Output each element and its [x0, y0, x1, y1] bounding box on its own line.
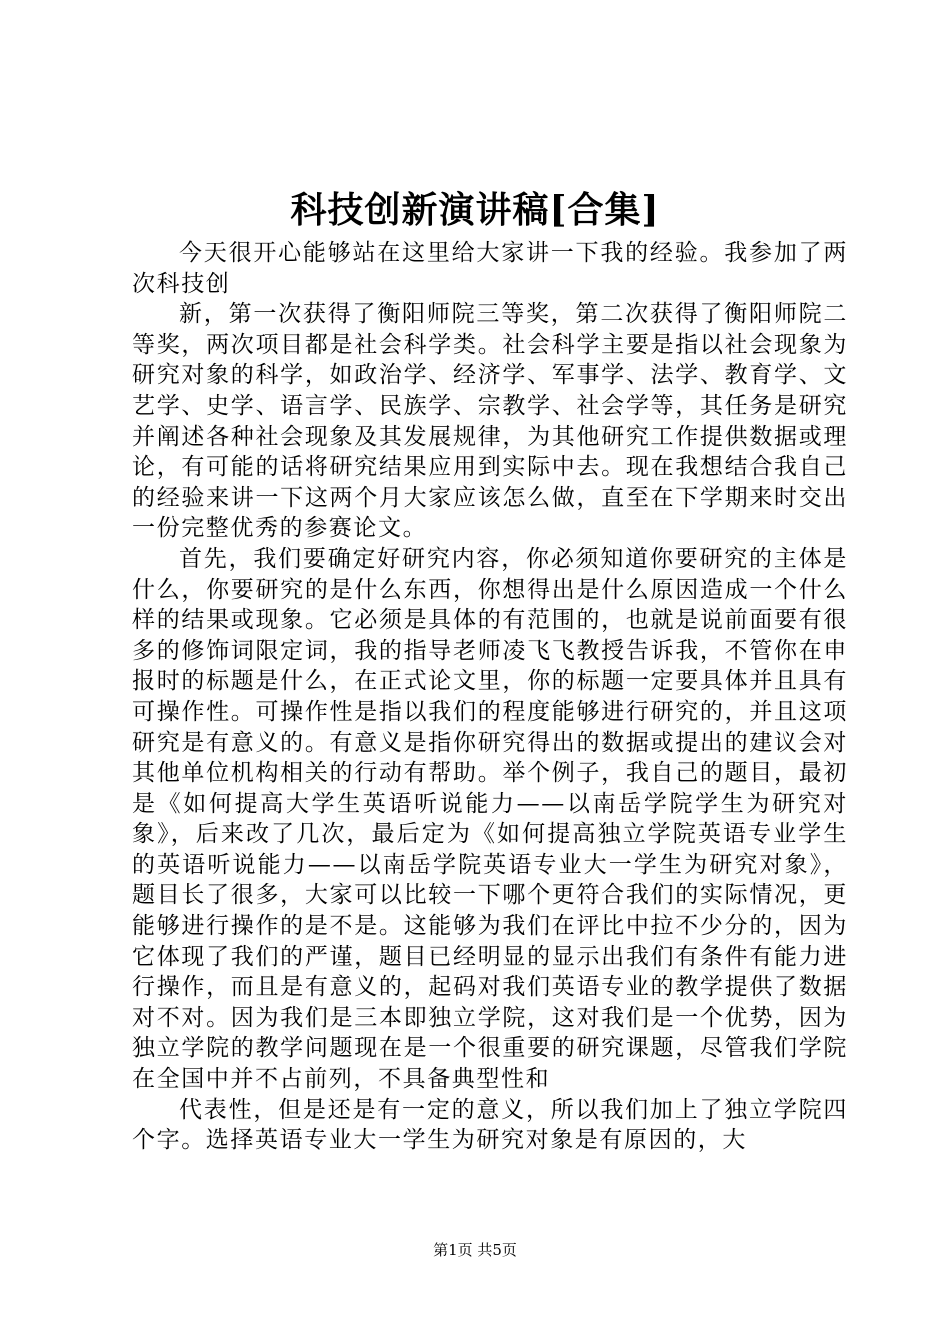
page-footer: 第1页 共5页 — [433, 1241, 517, 1259]
paragraph-2: 新，第一次获得了衡阳师院三等奖，第二次获得了衡阳师院二等奖，两次项目都是社会科学类。社会科学主要是指以社会现象为研究对象的科学，如政治学、经济学、军事学、法学、教育学、文艺学、史学、语言学、民族学、宗教学、社会学等，其任务是研究并阐述各种社会现象及其发展规律，为其他研究工作提供数据或理论，有可能的话将研究结果应用到实际中去。现在我想结合我自己的经验来讲一下这两个月大家应该怎么做，直至在下学期来时交出一份完整优秀的参赛论文。 — [132, 301, 848, 542]
document-body — [132, 238, 848, 1156]
paragraph-4: 代表性，但是还是有一定的意义，所以我们加上了独立学院四个字。选择英语专业大一学生为研究对象是有原因的，大 — [132, 1096, 848, 1154]
paragraph-1: 今天很开心能够站在这里给大家讲一下我的经验。我参加了两次科技创 — [132, 240, 848, 297]
document-title: 科技创新演讲稿[合集] — [290, 189, 660, 231]
paragraph-3: 首先，我们要确定好研究内容，你必须知道你要研究的主体是什么，你要研究的是什么东西，你想得出是什么原因造成一个什么样的结果或现象。它必须是具体的有范围的，也就是说前面要有很多的修饰词限定词，我的指导老师凌飞飞教授告诉我，不管你在申报时的标题是什么，在正式论文里，你的标题一定要具体并且具有可操作性。可操作性是指以我们的程度能够进行研究的，并且这项研究是有意义的。有意义是指你研究得出的数据或提出的建议会对其他单位机构相关的行动有帮助。举个例子，我自己的题目，最初是《如何提高大学生英语听说能力——以南岳学院学生为研究对象》，后来改了几次，最后定为《如何提高独立学院英语专业学生的英语听说能力——以南岳学院英语专业大一学生为研究对象》，题目长了很多，大家可以比较一下哪个更符合我们的实际情况，更能够进行操作的是不是。这能够为我们在评比中拉不少分的，因为它体现了我们的严谨，题目已经明显的显示出我们有条件有能力进行操作，而且是有意义的，起码对我们英语专业的教学提供了数据对不对。因为我们是三本即独立学院，这对我们是一个优势，因为独立学院的教学问题现在是一个很重要的研究课题，尽管我们学院在全国中并不占前列，不具备典型性和 — [132, 545, 848, 1093]
